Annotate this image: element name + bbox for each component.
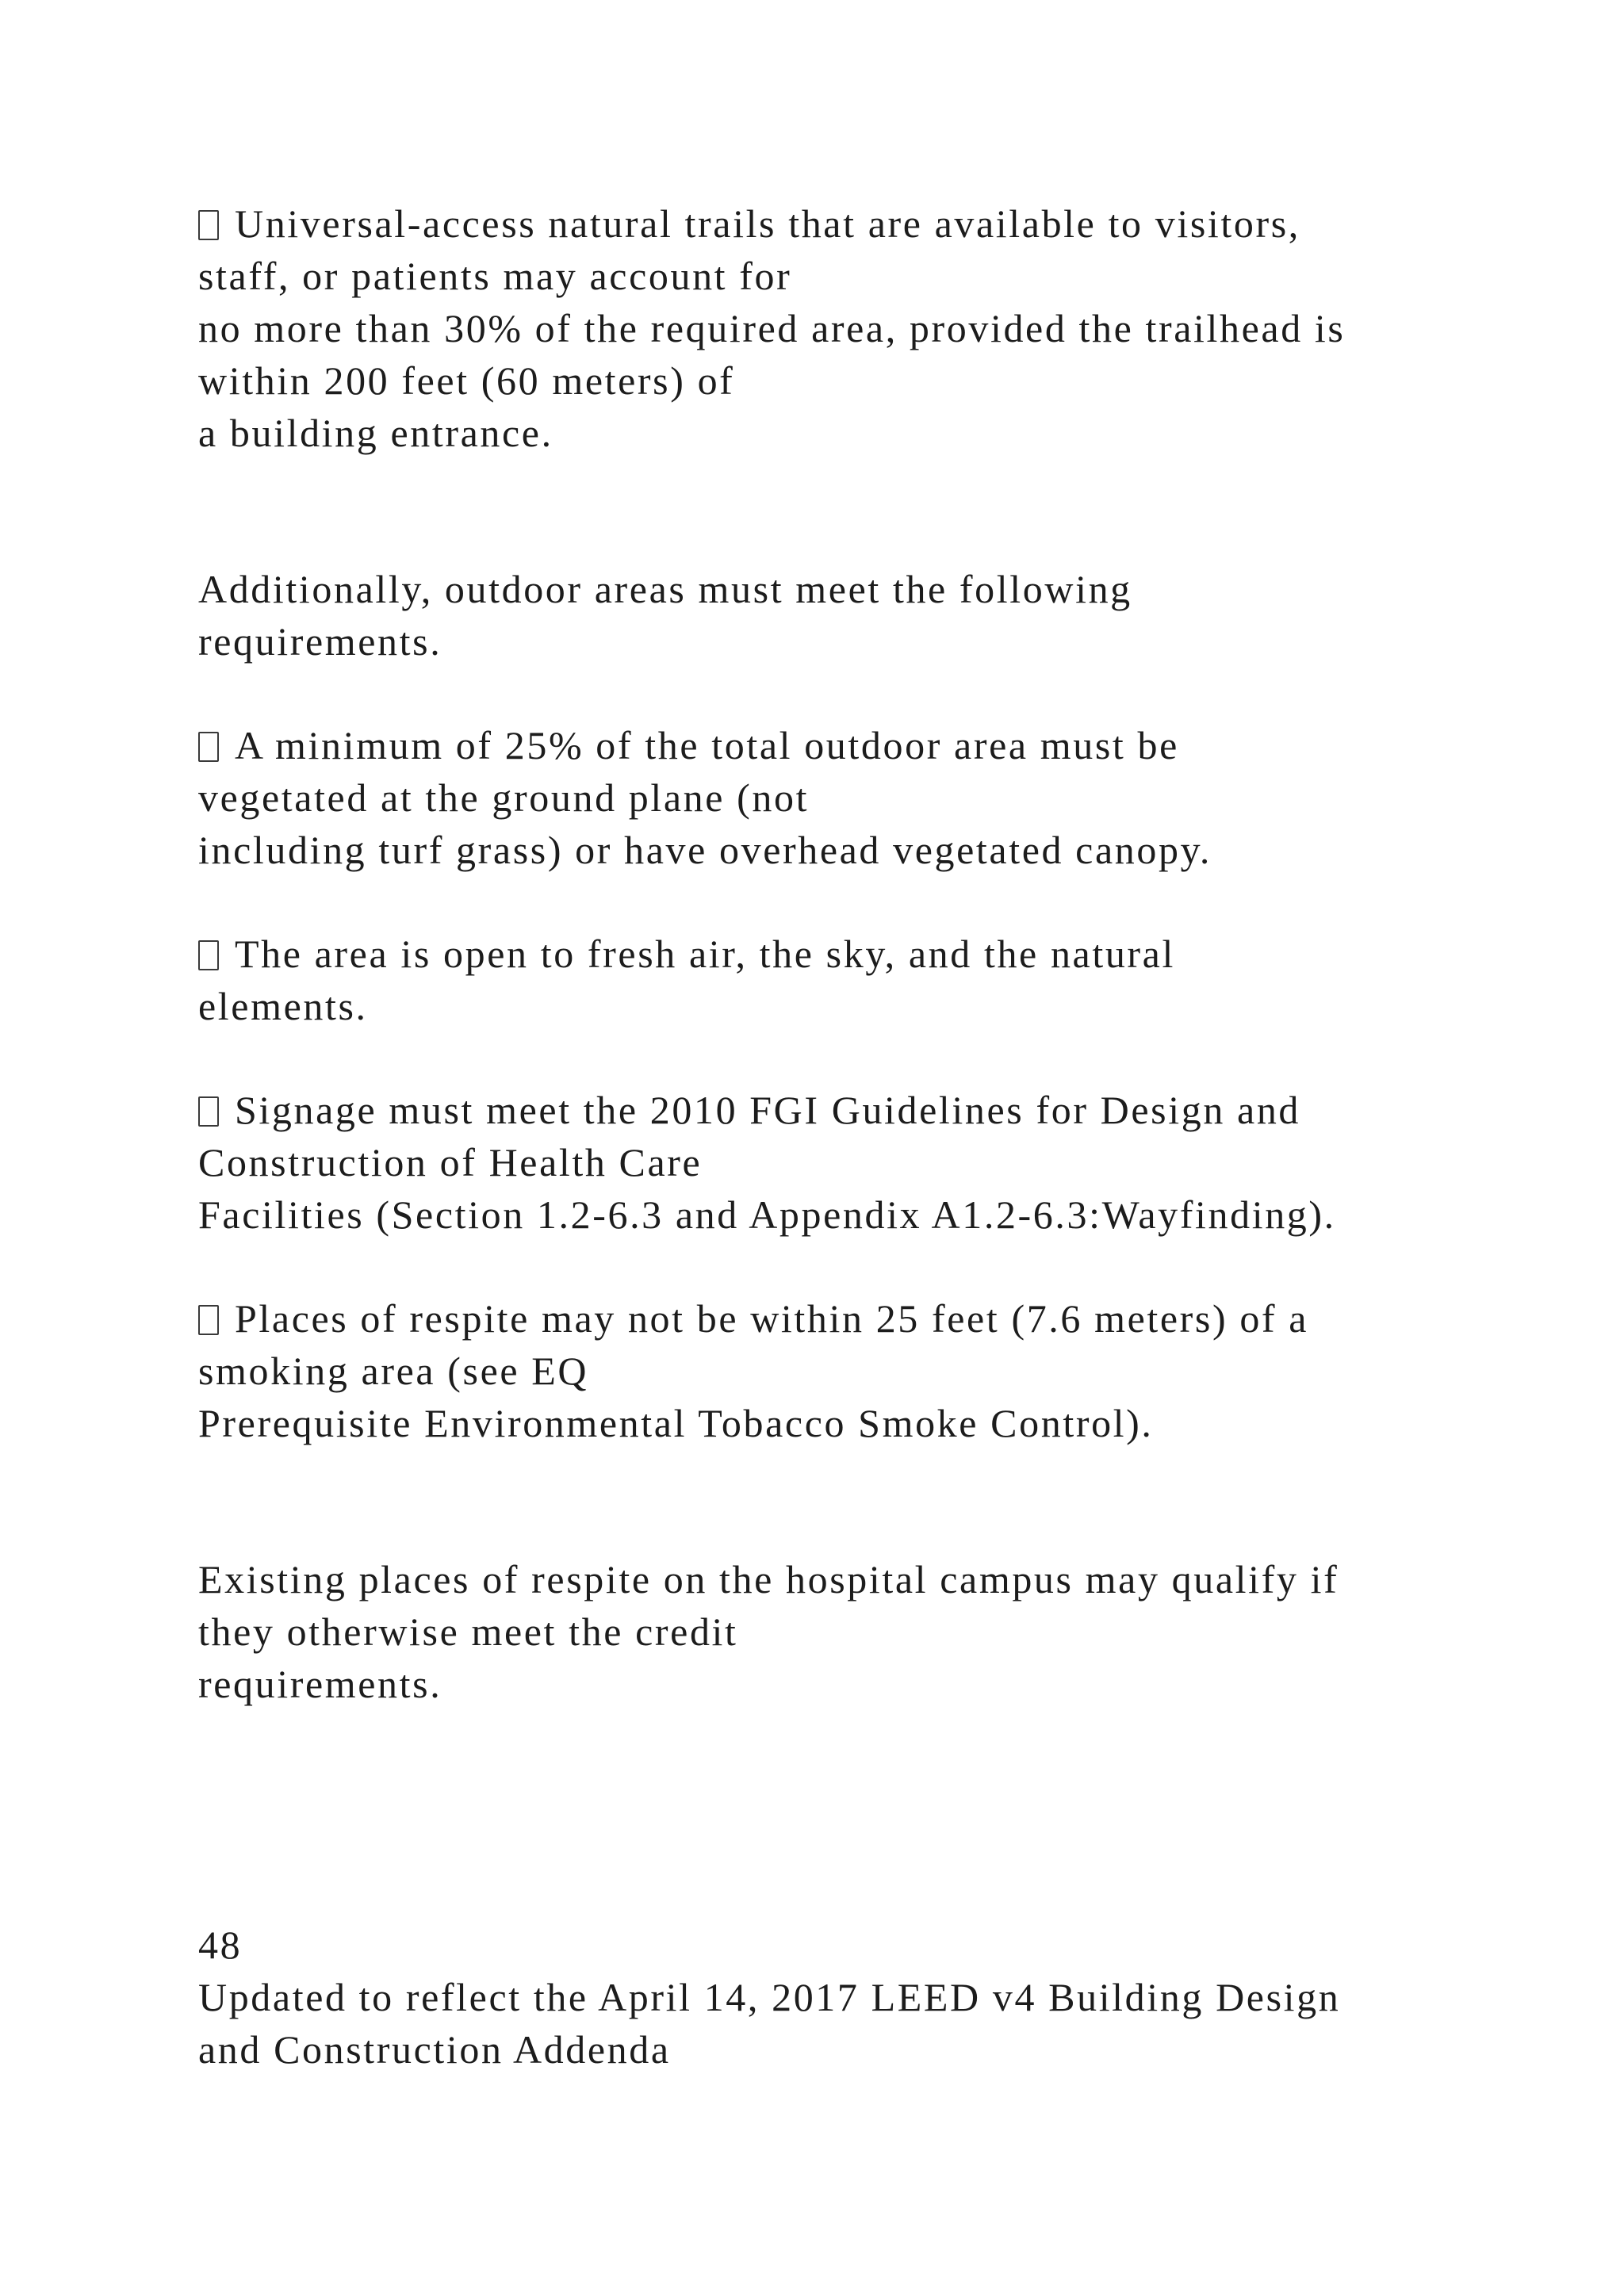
paragraph-line: Facilities (Section 1.2-6.3 and Appendix A1.2-6.3:Wayfinding). (198, 1192, 1336, 1237)
paragraph-line: including turf grass) or have overhead vegetated canopy. (198, 828, 1212, 872)
paragraph-line: Construction of Health Care (198, 1140, 703, 1184)
footer-line: Updated to reflect the April 14, 2017 LEED v4 Building Design (198, 1975, 1341, 2019)
paragraph-text: A minimum of 25% of the total outdoor area must be (235, 723, 1179, 767)
bullet-glyph-icon (198, 1305, 219, 1335)
bullet-glyph-icon (198, 732, 219, 762)
bullet-glyph-icon (198, 1096, 219, 1127)
paragraph-line: smoking area (see EQ (198, 1349, 589, 1393)
bullet-glyph-icon (198, 940, 219, 970)
paragraph-line: vegetated at the ground plane (not (198, 775, 810, 820)
paragraph-line: staff, or patients may account for (198, 254, 792, 298)
paragraph-text: Signage must meet the 2010 FGI Guidelines for Design and (235, 1088, 1301, 1132)
bullet-glyph-icon (198, 210, 219, 240)
paragraph-text: Universal-access natural trails that are available to visitors, (235, 201, 1300, 246)
paragraph-line: Prerequisite Environmental Tobacco Smoke Control). (198, 1401, 1154, 1445)
paragraph-line: Existing places of respite on the hospital campus may qualify if (198, 1557, 1339, 1601)
paragraph-line: Additionally, outdoor areas must meet the following (198, 567, 1132, 611)
paragraph-line: requirements. (198, 1662, 442, 1706)
paragraph-text: Places of respite may not be within 25 feet (7.6 meters) of a (235, 1296, 1309, 1341)
bullet-paragraph-line (198, 1292, 1308, 1345)
paragraph-line: within 200 feet (60 meters) of (198, 358, 735, 403)
paragraph-text: The area is open to fresh air, the sky, and the natural (235, 932, 1175, 976)
page-number: 48 (198, 1923, 243, 1967)
paragraph-line: elements. (198, 984, 368, 1028)
bullet-paragraph-line (198, 719, 1179, 771)
footer-line: and Construction Addenda (198, 2027, 671, 2072)
paragraph-line: they otherwise meet the credit (198, 1609, 738, 1654)
bullet-paragraph-line (198, 197, 1300, 250)
paragraph-line: no more than 30% of the required area, provided the trailhead is (198, 306, 1346, 350)
bullet-paragraph-line (198, 1084, 1300, 1136)
bullet-paragraph-line (198, 928, 1175, 980)
paragraph-line: requirements. (198, 619, 442, 664)
paragraph-line: a building entrance. (198, 411, 553, 455)
